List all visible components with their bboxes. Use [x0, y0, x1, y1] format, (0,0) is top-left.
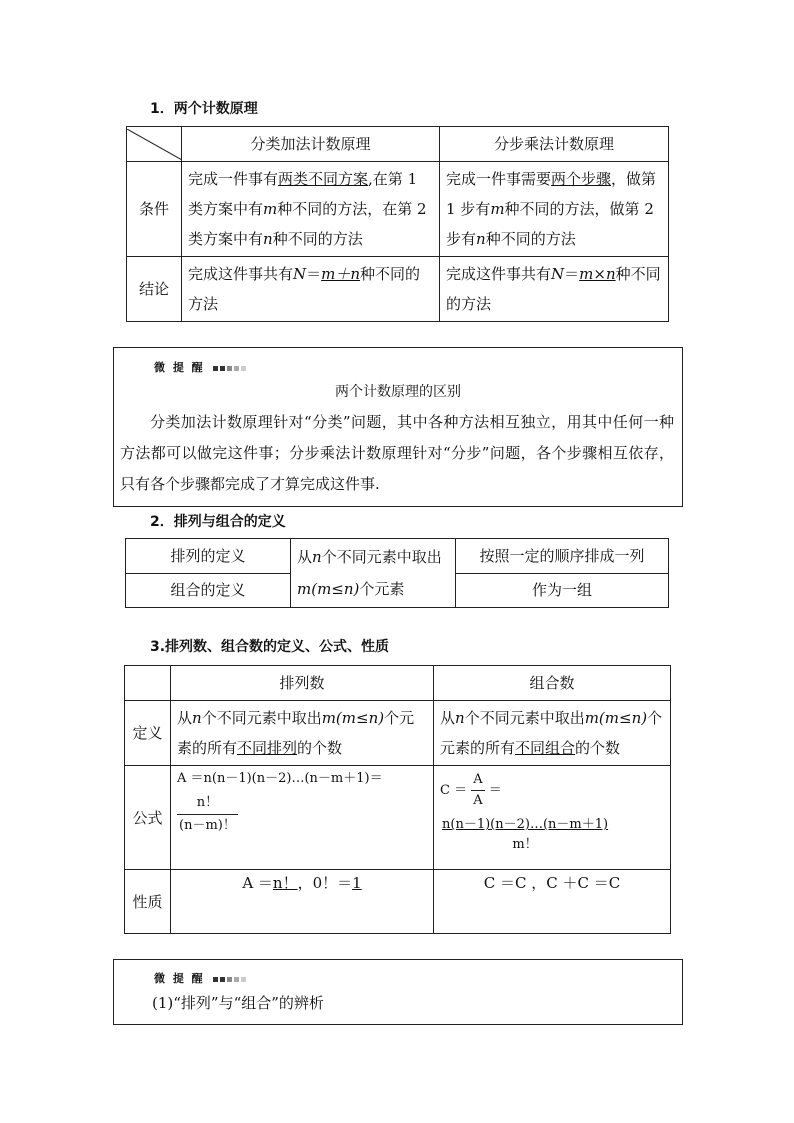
tip-dots-icon	[211, 972, 246, 985]
perm-right-cell: 按照一定的顺序排成一列	[456, 539, 669, 574]
text: 种不同的方法	[272, 230, 363, 248]
var-n: n	[455, 709, 465, 727]
prop-comb-cell: C ＝C ，C ＋C ＝C	[434, 870, 671, 934]
fraction-numerator: n(n－1)(n－2)…(n－m＋1)	[442, 817, 609, 832]
condition-m-le-n: m(m≤n)	[321, 709, 385, 727]
tip-title: 两个计数原理的区别	[335, 384, 461, 400]
cond-mul-cell	[440, 162, 669, 257]
formula-perm-fraction	[177, 792, 238, 837]
text: ，0！＝	[297, 874, 353, 892]
row-header-condition: 条件	[127, 162, 182, 257]
text: ,在第 1 类方案中有	[188, 170, 418, 218]
underlined-text: n！	[272, 874, 298, 892]
col-header-mul: 分步乘法计数原理	[440, 127, 669, 162]
var-n: n	[476, 230, 486, 248]
tip-label-text: 微 提 醒	[154, 361, 205, 374]
equals: ＝	[488, 783, 502, 798]
equals: ＝	[306, 265, 322, 283]
var-n: n	[312, 548, 322, 566]
underlined-text: 不同排列	[237, 739, 298, 757]
formula-comb-fraction1	[471, 770, 484, 811]
var-N: N	[293, 265, 307, 283]
var-m: m	[490, 200, 505, 218]
definitions-table	[125, 538, 669, 608]
equals: ＝	[564, 265, 580, 283]
row-header-property: 性质	[125, 870, 171, 934]
var-n: n	[263, 230, 273, 248]
formula-perm-cell	[171, 766, 434, 870]
fraction-denominator: (n－m)！	[179, 818, 236, 833]
text: ，做第 1 步有	[446, 170, 657, 218]
var-n: n	[192, 709, 202, 727]
underlined-text: 两类不同方案	[278, 170, 369, 188]
tip-label	[154, 359, 246, 375]
tip-box-2	[113, 959, 683, 1025]
concl-add-cell	[182, 257, 440, 322]
text: 个元素的所有	[177, 709, 415, 757]
def-perm-cell	[171, 701, 434, 766]
underlined-text: m＋n	[321, 265, 361, 283]
text: 种不同的方法	[485, 230, 576, 248]
text: 完成这件事共有	[446, 265, 552, 283]
text: 个不同元素中取出	[201, 709, 322, 727]
row-header-conclusion: 结论	[127, 257, 182, 322]
text: 的个数	[297, 739, 343, 757]
comb-right-cell: 作为一组	[456, 573, 669, 608]
fraction-numerator: A	[471, 770, 484, 791]
text: A ＝	[242, 874, 273, 892]
tip2-line1: (1)“排列”与“组合”的辨析	[152, 994, 324, 1012]
diagonal-header-cell	[127, 127, 182, 162]
underlined-text: 不同组合	[515, 739, 576, 757]
var-m: m	[263, 200, 278, 218]
tip-body: 分类加法计数原理针对“分类”问题，其中各种方法相互独立，用其中任何一种方法都可以做完这件事；分步乘法计数原理针对“分步”问题，各个步骤相互依存，只有各个步骤都完成了才算完成这件事.	[120, 413, 674, 493]
perm-def-cell: 排列的定义	[126, 539, 291, 574]
text: 个元素的所有	[440, 709, 663, 757]
def-comb-cell	[434, 701, 671, 766]
tip-dots-icon	[211, 361, 246, 374]
col-header-comb: 组合数	[434, 666, 671, 701]
fraction-denominator: A	[473, 793, 483, 808]
text: 完成一件事需要	[446, 170, 552, 188]
text: 种不同的方法，在第 2 类方案中有	[188, 200, 427, 248]
diagonal-line-icon	[127, 129, 182, 160]
text: 种不同的方法	[188, 265, 421, 313]
row-header-formula: 公式	[125, 766, 171, 870]
concl-mul-cell	[440, 257, 669, 322]
fraction-denominator: m！	[512, 837, 538, 852]
text: 完成这件事共有	[188, 265, 294, 283]
counting-principles-table	[126, 126, 669, 322]
col-header-perm: 排列数	[171, 666, 434, 701]
col-header-add: 分类加法计数原理	[182, 127, 440, 162]
section3-heading: 3.排列数、组合数的定义、公式、性质	[150, 639, 390, 655]
text: 从	[297, 548, 313, 566]
text: 完成一件事有	[188, 170, 279, 188]
text: 个不同元素中取出	[321, 548, 442, 566]
text: 个元素	[359, 580, 405, 598]
condition-m-le-n: m(m≤n)	[584, 709, 648, 727]
text: 种不同的方法	[446, 265, 661, 313]
text: 个不同元素中取出	[464, 709, 585, 727]
formula-comb-cell	[434, 766, 671, 870]
section1-heading: 1．两个计数原理	[150, 101, 258, 117]
shared-middle-cell	[291, 539, 456, 608]
formula-perm-line1: A ＝n(n－1)(n－2)…(n－m＋1)＝	[177, 771, 383, 786]
tip-box-1	[113, 347, 683, 507]
formula-comb-fraction2	[440, 815, 610, 855]
section2-heading: 2．排列与组合的定义	[150, 514, 286, 530]
comb-def-cell: 组合的定义	[126, 573, 291, 608]
prop-perm-cell	[171, 870, 434, 934]
fraction-numerator: n！	[177, 792, 238, 815]
formula-comb-lhs: C ＝	[440, 783, 468, 798]
text: 从	[177, 709, 193, 727]
perm-comb-table	[124, 665, 671, 934]
underlined-text: 1	[352, 874, 362, 892]
cond-add-cell	[182, 162, 440, 257]
tip-label-text: 微 提 醒	[154, 972, 205, 985]
row-header-definition: 定义	[125, 701, 171, 766]
text: 的个数	[575, 739, 621, 757]
var-N: N	[551, 265, 565, 283]
text: 从	[440, 709, 456, 727]
empty-header-cell	[125, 666, 171, 701]
underlined-text: m×n	[579, 265, 616, 283]
condition-m-le-n: m(m≤n)	[297, 580, 360, 598]
underlined-text: 两个步骤	[551, 170, 612, 188]
text: 种不同的方法，做第 2 步有	[446, 200, 654, 248]
tip-label	[154, 970, 246, 986]
